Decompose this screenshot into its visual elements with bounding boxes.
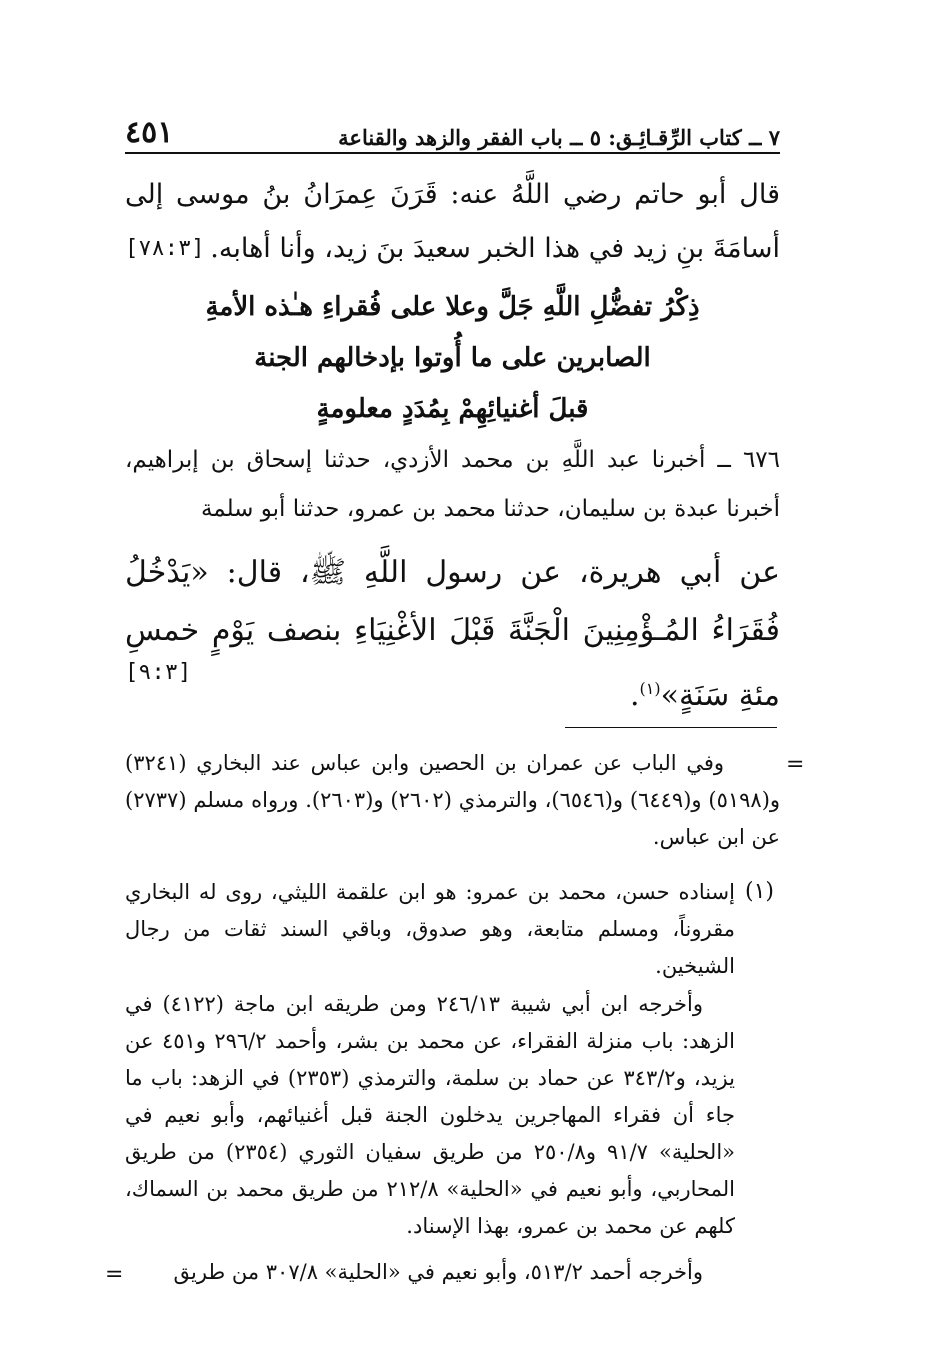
footnote-marker: (١) [639, 679, 661, 698]
page-header [125, 108, 780, 150]
heading-line-3: قبلَ أغنيائِهِمْ بِمُدَدٍ معلومةٍ [316, 394, 589, 424]
main-paragraph [125, 168, 780, 276]
hadith-reference-row [125, 660, 780, 685]
continuation-text: وفي الباب عن عمران بن الحصين وابن عباس عند البخاري (٣٢٤١) و(٥١٩٨) و(٦٤٤٩) و(٦٥٤٦)، والترمذي (٢٦٠٢) و(٢٦٠٣). ورواه مسلم (٢٧٣٧) عن ابن عباس. [125, 751, 781, 849]
heading-line-1: ذِكْرُ تفضُّلِ اللَّهِ جَلَّ وعلا على فُقراءِ هـٰذه الأمةِ [205, 292, 700, 322]
running-title: ٧ ــ كتاب الرِّقـائِـق: ٥ ــ باب الفقر والزهد والقناعة [338, 125, 780, 150]
para-text: قال أبو حاتم رضي اللَّهُ عنه: قَرَنَ عِمرَانُ بنُ موسى إلى أسامَةَ بنِ زيد في هذا الخبر سعيدَ بنَ زيد، وأنا أهابه. [125, 179, 780, 264]
continuation-marker: = [786, 752, 805, 777]
hadith-reference: [٩:٣] [125, 660, 192, 685]
header-rule [125, 152, 780, 154]
hadith-end: . [629, 678, 640, 713]
chapter-heading [125, 282, 780, 435]
heading-line-2: الصابرين على ما أُوتوا بإدخالهم الجنة [254, 343, 651, 373]
footnote-1-paragraph-3 [125, 1254, 735, 1291]
hadith-text: عن أبي هريرة، عن رسول اللَّهِ ﷺ، قال: «يَدْخُلُ فُقَرَاءُ المُـؤْمِنِينَ الْجَنَّةَ قَبْلَ الأغْنِيَاءِ بنصف يَوْمٍ خمسِ مئةِ سَنَةٍ» [125, 555, 780, 713]
footnote-1-text-3: وأخرجه أحمد ٥١٣/٢، وأبو نعيم في «الحلية» ٣٠٧/٨ من طريق [173, 1260, 703, 1284]
hadith-intro: ٦٧٦ ــ أخبرنا عبد اللَّهِ بن محمد الأزدي، حدثنا إسحاق بن إبراهيم، أخبرنا عبدة بن سليمان، حدثنا محمد بن عمرو، حدثنا أبو سلمة [125, 447, 780, 522]
footnote-1-number: (١) [745, 879, 775, 904]
hadith-isnad [125, 436, 780, 534]
footnote-1-paragraph-2 [125, 986, 735, 1245]
continues-marker: = [105, 1262, 124, 1287]
footnote-1-text-1: إسناده حسن، محمد بن عمرو: هو ابن علقمة الليثي، روى له البخاري مقروناً، ومسلم متابعة، وهو صدوق، وباقي السند ثقات من رجال الشيخين. [125, 880, 735, 978]
para-reference: [٧٨:٣] [125, 236, 205, 261]
footnote-1-paragraph-1 [125, 874, 735, 985]
footnote-separator [565, 727, 777, 728]
hadith-matn [125, 544, 780, 725]
page-number: ٤٥١ [125, 115, 174, 150]
footnote-continuation [125, 745, 780, 856]
footnote-1-text-2: وأخرجه ابن أبي شيبة ٢٤٦/١٣ ومن طريقه ابن ماجة (٤١٢٢) في الزهد: باب منزلة الفقراء، عن محمد بن بشر، وأحمد ٢٩٦/٢ و٤٥١ عن يزيد، و٣٤٣/٢ عن حماد بن سلمة، والترمذي (٢٣٥٣) في الزهد: باب ما جاء أن فقراء المهاجرين يدخلون الجنة قبل أغنيائهم، وأبو نعيم في «الحلية» ٩١/٧ و٢٥٠/٨ من طريق سفيان الثوري (٢٣٥٤) من طريق المحاربي، وأبو نعيم في «الحلية» ٢١٢/٨ من طريق محمد بن السماك، كلهم عن محمد بن عمرو، بهذا الإسناد. [125, 992, 736, 1238]
